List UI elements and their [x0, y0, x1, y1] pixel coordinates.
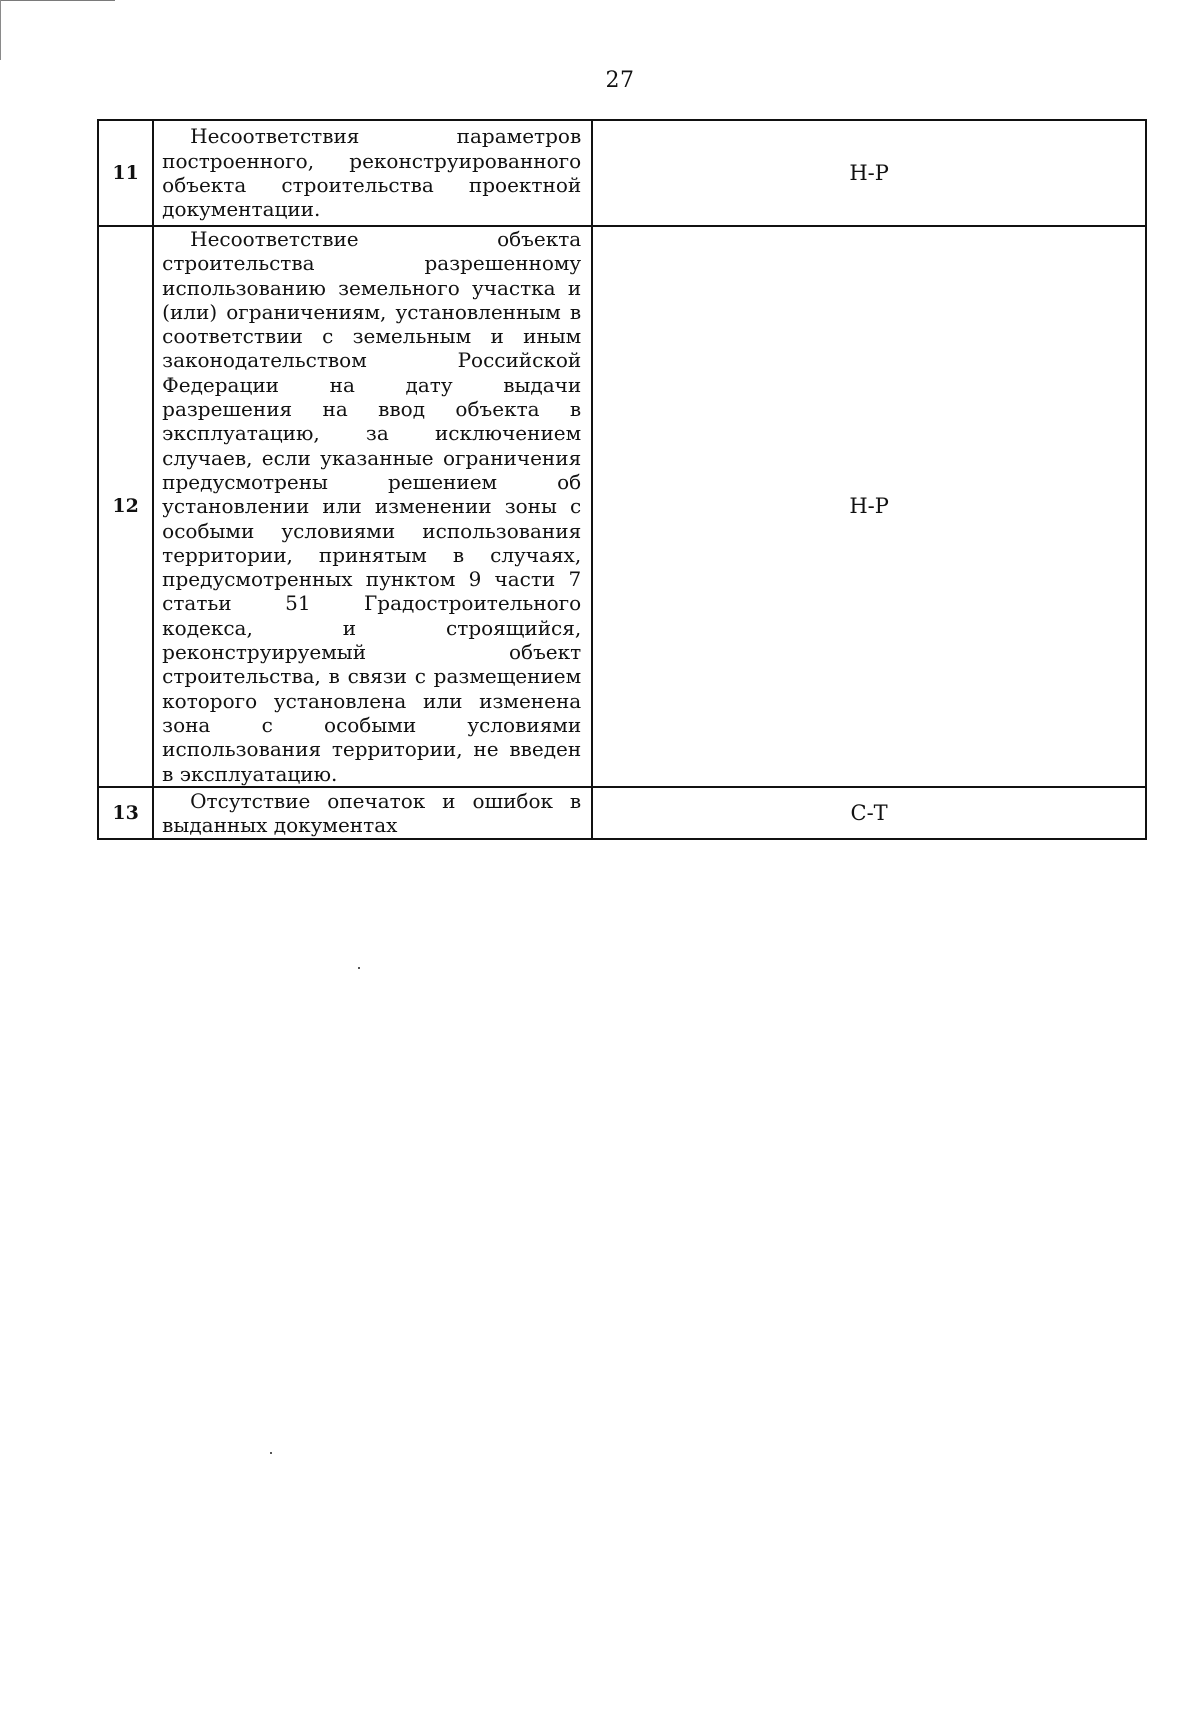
scan-speck	[270, 1452, 272, 1454]
criterion-text: Несоответствия параметров построенного, реконструированного объекта строительства проектной документации.	[162, 124, 582, 222]
criterion-text: Несоответствие объекта строительства разрешенному использованию земельного участка и (или) ограничениям, установленным в соответствии с земельным и иным законодательством Российской Федерации на дату выдачи разрешения на ввод объекта в эксплуатацию, за исключением случаев, если указанные ограничения предусмотрены решением об установлении или изменении зоны с особыми условиями использования территории, принятым в случаях, предусмотренных пунктом 9 части 7 статьи 51 Градостроительного кодекса, и строящийся, реконструируемый объект строительства, в связи с размещением которого установлена или изменена зона с особыми условиями использования территории, не введен в эксплуатацию.	[162, 227, 582, 786]
criterion-cell	[153, 120, 592, 226]
row-number: 11	[98, 120, 153, 226]
table-row	[98, 787, 1146, 839]
table-row	[98, 226, 1146, 787]
result-code: Н-Р	[592, 120, 1146, 226]
result-code: С-Т	[592, 787, 1146, 839]
scan-border-left	[0, 0, 1, 60]
criteria-table	[97, 119, 1147, 840]
row-number: 12	[98, 226, 153, 787]
result-code: Н-Р	[592, 226, 1146, 787]
scan-border-top	[0, 0, 115, 1]
criterion-cell	[153, 787, 592, 839]
page-number: 27	[605, 68, 635, 93]
table-row	[98, 120, 1146, 226]
row-number: 13	[98, 787, 153, 839]
criterion-text: Отсутствие опечаток и ошибок в выданных документах	[162, 788, 582, 837]
scan-speck	[358, 967, 360, 969]
criterion-cell	[153, 226, 592, 787]
